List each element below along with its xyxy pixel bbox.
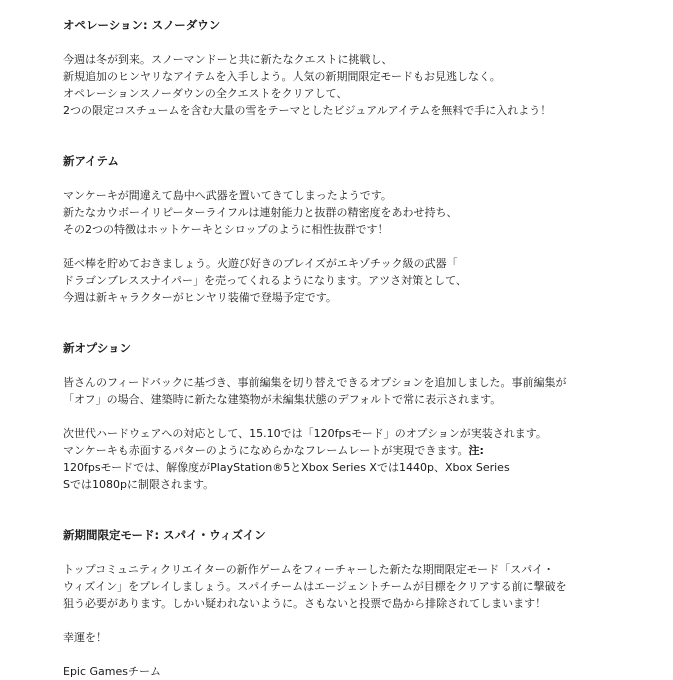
section-heading-new-items: 新アイテム	[63, 154, 119, 168]
text-line: 120fpsモードでは、解像度がPlayStation®5とXbox Series Xでは1440p、Xbox Series	[63, 461, 510, 474]
text-line: Sでは1080pに制限されます。	[63, 478, 215, 491]
text-line: 皆さんのフィードバックに基づき、事前編集を切り替えできるオプションを追加しました。事前編集が	[63, 376, 567, 389]
text-line: 次世代ハードウェアへの対応として、15.10では「120fpsモード」のオプションが実装されます。	[63, 427, 547, 440]
text-line: 延べ棒を貯めておきましょう。火遊び好きのブレイズがエキゾチック級の武器「	[63, 257, 458, 270]
text-line: 今週は冬が到来。スノーマンドーと共に新たなクエストに挑戦し、	[63, 53, 393, 66]
paragraph-snowdown-intro	[63, 51, 600, 119]
paragraph-dragon-breath-sniper	[63, 255, 600, 306]
note-label: 注:	[468, 444, 484, 457]
paragraph-120fps-mode	[63, 425, 600, 493]
text-line: ドラゴンブレススナイパー」を売ってくれるようになります。アツさ対策として、	[63, 274, 467, 287]
text-line: ウィズイン」をプレイしましょう。スパイチームはエージェントチームが目標をクリアする前に撃破を	[63, 580, 567, 593]
section-heading-spy-within: 新期間限定モード: スパイ・ウィズイン	[63, 528, 266, 542]
closing-text: 幸運を！	[63, 631, 107, 644]
text-line: マンケーキが間違えて島中へ武器を置いてきてしまったようです。	[63, 189, 392, 202]
text-line: オペレーションスノーダウンの全クエストをクリアして、	[63, 87, 348, 100]
text-line: 今週は新キャラクターがヒンヤリ装備で登場予定です。	[63, 291, 337, 304]
section-heading-operation-snowdown: オペレーション: スノーダウン	[63, 18, 221, 32]
text-line: 新規追加のヒンヤリなアイテムを入手しよう。人気の新期間限定モードもお見逃しなく。	[63, 70, 501, 83]
text-line	[63, 442, 600, 459]
signature-text: Epic Gamesチーム	[63, 665, 162, 678]
text-line: 2つの限定コスチュームを含む大量の雪をテーマとしたビジュアルアイテムを無料で手に入れよう！	[63, 104, 552, 117]
paragraph-spy-within	[63, 561, 600, 612]
text-line: 「オフ」の場合、建築時に新たな建築物が未編集状態のデフォルトで常に表示されます。	[63, 393, 502, 406]
text-line: 狙う必要があります。しかい疑われないように。さもないと投票で島から排除されてしまいます！	[63, 597, 547, 610]
text-line: その2つの特徴はホットケーキとシロップのように相性抜群です！	[63, 223, 389, 236]
section-heading-new-options: 新オプション	[63, 341, 131, 355]
text-line: 新たなカウボーイリピーターライフルは連射能力と抜群の精密度をあわせ持ち、	[63, 206, 458, 219]
text-line: トップコミュニティクリエイターの新作ゲームをフィーチャーした新たな期間限定モード「スパイ・	[63, 563, 555, 576]
paragraph-pre-edit-option	[63, 374, 600, 408]
paragraph-cowboy-rifle	[63, 187, 600, 238]
text-fragment: マンケーキも赤面するパターのようになめらかなフレームレートが実現できます。	[63, 444, 469, 457]
